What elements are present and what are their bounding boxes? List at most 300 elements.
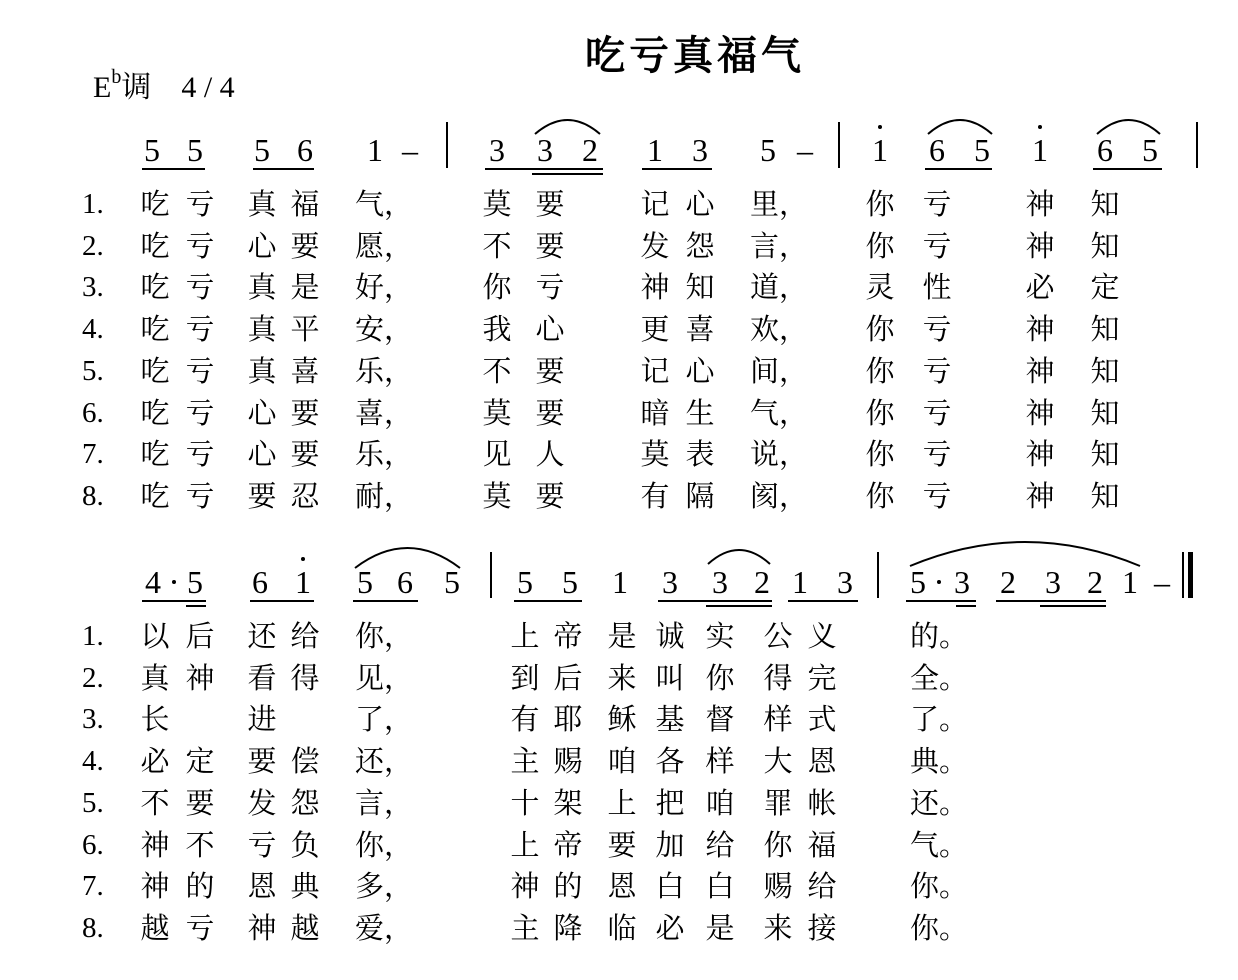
lyric-cell: 福 bbox=[807, 827, 837, 862]
lyric-cell: 你。 bbox=[910, 910, 969, 945]
lyric-cell: 义 bbox=[807, 619, 837, 653]
lyric-cell: 人 bbox=[535, 437, 565, 472]
lyric-cell: 亏 bbox=[185, 910, 215, 945]
lyric-cell: 神 bbox=[185, 660, 215, 695]
high-octave-dot bbox=[301, 557, 305, 561]
lyric-cell: 爱， bbox=[355, 910, 414, 945]
lyric-cell: 有 bbox=[640, 478, 670, 513]
lyric-cell: 要 bbox=[290, 228, 320, 263]
lyric-cell: 亏 bbox=[185, 353, 215, 388]
lyric-cell: 神 bbox=[1025, 312, 1055, 347]
note: 3 bbox=[954, 564, 970, 600]
lyric-cell: 了。 bbox=[910, 702, 969, 737]
lyric-cell: 亏 bbox=[922, 395, 952, 430]
lyric-cell: 完 bbox=[807, 660, 837, 695]
lyric-cell: 神 bbox=[640, 270, 670, 305]
lyric-cell: 怨 bbox=[290, 785, 320, 820]
lyric-cell: 言， bbox=[355, 785, 414, 820]
lyric-cell: 喜， bbox=[355, 395, 414, 430]
underline bbox=[353, 600, 418, 602]
note: 5 bbox=[187, 132, 203, 168]
lyric-cell: 还。 bbox=[910, 785, 969, 820]
note: 5 bbox=[517, 564, 533, 600]
lyric-cell: 吃 bbox=[140, 187, 170, 221]
lyric-cell: 你 bbox=[705, 660, 735, 695]
lyric-cell: 神 bbox=[1025, 437, 1055, 472]
lyric-cell: 你 bbox=[865, 478, 895, 513]
lyric-cell: 欢， bbox=[750, 312, 809, 347]
lyric-cell: 加 bbox=[655, 827, 685, 862]
lyric-cell: 到 bbox=[510, 660, 540, 695]
lyric-cell: 来 bbox=[763, 910, 793, 945]
lyric-cell: 十 bbox=[510, 785, 540, 820]
lyric-cell: 吃 bbox=[140, 270, 170, 305]
lyric-cell: 实 bbox=[705, 619, 735, 653]
lyric-cell: 亏 bbox=[922, 478, 952, 513]
lyric-cell: 隔 bbox=[685, 478, 715, 513]
lyric-cell: 道， bbox=[750, 270, 809, 305]
lyric-cell: 气， bbox=[750, 395, 809, 430]
lyric-cell: 降 bbox=[553, 910, 583, 945]
lyric-cell: 福 bbox=[290, 187, 320, 221]
lyric-cell: 后 bbox=[185, 619, 215, 653]
underline bbox=[142, 168, 205, 170]
final-barline-thin bbox=[1182, 552, 1184, 598]
note: 1 bbox=[872, 132, 888, 168]
underline bbox=[1093, 168, 1162, 170]
dot-rhythm bbox=[937, 580, 941, 584]
lyric-cell: 灵 bbox=[865, 270, 895, 305]
lyric-cell: 知 bbox=[1090, 187, 1120, 221]
lyric-cell: 愿， bbox=[355, 228, 414, 263]
lyric-cell: 知 bbox=[1090, 353, 1120, 388]
lyric-cell: 亏 bbox=[185, 437, 215, 472]
note: 3 bbox=[837, 564, 853, 600]
lyric-cell: 忍 bbox=[290, 478, 320, 513]
lyric-cell: 叫 bbox=[655, 660, 685, 695]
lyric-cell: 好， bbox=[355, 270, 414, 305]
verse-number: 6. bbox=[82, 828, 104, 861]
lyric-cell: 记 bbox=[640, 353, 670, 388]
underline bbox=[706, 605, 772, 607]
underline bbox=[1040, 605, 1106, 607]
lyric-cell: 赐 bbox=[553, 744, 583, 779]
lyric-cell: 上 bbox=[510, 827, 540, 862]
note: 5 bbox=[187, 564, 203, 600]
lyric-cell: 表 bbox=[685, 437, 715, 472]
key-signature bbox=[93, 62, 235, 106]
lyric-cell: 公 bbox=[763, 619, 793, 653]
lyric-cell: 莫 bbox=[482, 478, 512, 513]
lyric-cell: 的。 bbox=[910, 619, 969, 653]
note: – bbox=[402, 132, 418, 168]
lyric-cell: 帝 bbox=[553, 619, 583, 653]
lyric-cell: 典 bbox=[290, 869, 320, 904]
lyric-cell: 亏 bbox=[185, 478, 215, 513]
note: 6 bbox=[1097, 132, 1113, 168]
lyric-cell: 不 bbox=[185, 827, 215, 862]
underline bbox=[186, 605, 206, 607]
note: 1 bbox=[612, 564, 628, 600]
note: – bbox=[797, 132, 813, 168]
barline bbox=[1196, 122, 1198, 168]
note: 1 bbox=[295, 564, 311, 600]
slur bbox=[355, 548, 460, 568]
lyric-cell: 长 bbox=[140, 702, 170, 737]
note: 5 bbox=[1142, 132, 1158, 168]
lyric-cell: 气。 bbox=[910, 827, 969, 862]
lyric-cell: 要 bbox=[607, 827, 637, 862]
lyric-cell: 以 bbox=[140, 619, 170, 653]
lyric-cell: 真 bbox=[247, 353, 277, 388]
underline bbox=[906, 600, 976, 602]
lyric-cell: 亏 bbox=[185, 395, 215, 430]
lyric-cell: 亏 bbox=[185, 228, 215, 263]
lyric-cell: 说， bbox=[750, 437, 809, 472]
note: 1 bbox=[1122, 564, 1138, 600]
dot-rhythm bbox=[172, 580, 176, 584]
note: 5 bbox=[254, 132, 270, 168]
lyric-cell: 帐 bbox=[807, 785, 837, 820]
lyric-cell: 是 bbox=[290, 270, 320, 305]
verse-number: 1. bbox=[82, 620, 104, 652]
underline bbox=[142, 600, 206, 602]
verse-number: 1. bbox=[82, 188, 104, 220]
lyric-cell: 乐， bbox=[355, 353, 414, 388]
lyric-cell: 不 bbox=[140, 785, 170, 820]
lyric-cell: 喜 bbox=[290, 353, 320, 388]
note: 6 bbox=[929, 132, 945, 168]
note: 3 bbox=[662, 564, 678, 600]
lyric-cell: 要 bbox=[247, 744, 277, 779]
lyric-cell: 全。 bbox=[910, 660, 969, 695]
lyric-cell: 偿 bbox=[290, 744, 320, 779]
key-note: E bbox=[93, 71, 112, 104]
lyric-cell: 定 bbox=[1090, 270, 1120, 305]
lyric-cell: 神 bbox=[1025, 353, 1055, 388]
lyric-cell: 恩 bbox=[247, 869, 277, 904]
lyric-cell: 各 bbox=[655, 744, 685, 779]
lyric-cell: 临 bbox=[607, 910, 637, 945]
lyric-cell: 典。 bbox=[910, 744, 969, 779]
lyric-cell: 要 bbox=[290, 437, 320, 472]
underline bbox=[658, 600, 772, 602]
note: 2 bbox=[1087, 564, 1103, 600]
lyric-cell: 白 bbox=[705, 869, 735, 904]
lyric-cell: 气， bbox=[355, 187, 414, 221]
lyric-cell: 见 bbox=[482, 437, 512, 472]
note: 4 bbox=[145, 564, 161, 600]
note: – bbox=[1154, 564, 1170, 600]
underline bbox=[996, 600, 1106, 602]
verse-number: 4. bbox=[82, 745, 104, 778]
underline bbox=[956, 605, 976, 607]
lyric-cell: 亏 bbox=[535, 270, 565, 305]
note: 5 bbox=[910, 564, 926, 600]
lyric-cell: 要 bbox=[290, 395, 320, 430]
lyric-cell: 上 bbox=[510, 619, 540, 653]
note: 1 bbox=[367, 132, 383, 168]
high-octave-dot bbox=[878, 125, 882, 129]
lyric-cell: 知 bbox=[685, 270, 715, 305]
lyric-cell: 帝 bbox=[553, 827, 583, 862]
lyric-cell: 是 bbox=[607, 619, 637, 653]
lyric-cell: 你。 bbox=[910, 869, 969, 904]
lyric-cell: 进 bbox=[247, 702, 277, 737]
lyric-cell: 必 bbox=[1025, 270, 1055, 305]
lyric-cell: 神 bbox=[1025, 395, 1055, 430]
lyric-cell: 真 bbox=[247, 312, 277, 347]
lyric-cell: 还， bbox=[355, 744, 414, 779]
note: 3 bbox=[1045, 564, 1061, 600]
lyric-cell: 你， bbox=[355, 827, 414, 862]
verse-number: 5. bbox=[82, 786, 104, 819]
lyric-cell: 里， bbox=[750, 187, 809, 221]
lyric-cell: 记 bbox=[640, 187, 670, 221]
lyric-cell: 赐 bbox=[763, 869, 793, 904]
lyric-cell: 的 bbox=[553, 869, 583, 904]
lyric-cell: 神 bbox=[1025, 478, 1055, 513]
lyric-cell: 要 bbox=[535, 395, 565, 430]
lyric-cell: 心 bbox=[247, 228, 277, 263]
lyric-cell: 架 bbox=[553, 785, 583, 820]
note: 2 bbox=[582, 132, 598, 168]
lyric-cell: 是 bbox=[705, 910, 735, 945]
lyric-cell: 心 bbox=[685, 187, 715, 221]
lyric-cell: 大 bbox=[763, 744, 793, 779]
lyric-cell: 给 bbox=[290, 619, 320, 653]
verse-number: 7. bbox=[82, 438, 104, 471]
lyric-cell: 吃 bbox=[140, 478, 170, 513]
lyric-cell: 要 bbox=[535, 353, 565, 388]
lyric-cell: 真 bbox=[140, 660, 170, 695]
lyric-cell: 稣 bbox=[607, 702, 637, 737]
note: 5 bbox=[144, 132, 160, 168]
lyric-cell: 神 bbox=[510, 869, 540, 904]
slur bbox=[928, 120, 992, 134]
barline bbox=[490, 552, 492, 598]
underline bbox=[514, 600, 582, 602]
lyric-cell: 你 bbox=[865, 437, 895, 472]
lyric-cell: 要 bbox=[535, 187, 565, 221]
verse-number: 5. bbox=[82, 354, 104, 387]
lyric-cell: 亏 bbox=[922, 187, 952, 221]
lyric-cell: 要 bbox=[185, 785, 215, 820]
lyric-cell: 看 bbox=[247, 660, 277, 695]
lyric-cell: 得 bbox=[763, 660, 793, 695]
verse-number: 7. bbox=[82, 870, 104, 903]
underline bbox=[788, 600, 858, 602]
lyric-cell: 要 bbox=[247, 478, 277, 513]
lyric-cell: 喜 bbox=[685, 312, 715, 347]
lyric-cell: 诚 bbox=[655, 619, 685, 653]
lyric-cell: 主 bbox=[510, 744, 540, 779]
lyric-cell: 后 bbox=[553, 660, 583, 695]
lyric-cell: 心 bbox=[247, 437, 277, 472]
lyric-cell: 式 bbox=[807, 702, 837, 737]
lyric-cell: 亏 bbox=[922, 228, 952, 263]
lyric-cell: 亏 bbox=[922, 437, 952, 472]
lyric-cell: 怨 bbox=[685, 228, 715, 263]
lyric-cell: 要 bbox=[535, 228, 565, 263]
verse-number: 6. bbox=[82, 396, 104, 429]
note: 5 bbox=[760, 132, 776, 168]
lyric-cell: 暗 bbox=[640, 395, 670, 430]
high-octave-dot bbox=[1038, 125, 1042, 129]
lyric-cell: 基 bbox=[655, 702, 685, 737]
lyric-cell: 亏 bbox=[247, 827, 277, 862]
lyric-cell: 亏 bbox=[185, 270, 215, 305]
verse-number: 3. bbox=[82, 271, 104, 304]
lyric-cell: 平 bbox=[290, 312, 320, 347]
lyric-cell: 你 bbox=[865, 312, 895, 347]
lyric-cell: 吃 bbox=[140, 353, 170, 388]
lyric-cell: 神 bbox=[1025, 187, 1055, 221]
lyric-cell: 吃 bbox=[140, 228, 170, 263]
lyric-cell: 更 bbox=[640, 312, 670, 347]
lyric-cell: 把 bbox=[655, 785, 685, 820]
lyric-cell: 阂， bbox=[750, 478, 809, 513]
underline bbox=[253, 168, 314, 170]
lyric-cell: 心 bbox=[247, 395, 277, 430]
slur bbox=[708, 550, 770, 564]
lyric-cell: 知 bbox=[1090, 478, 1120, 513]
lyric-cell: 见， bbox=[355, 660, 414, 695]
verse-number: 2. bbox=[82, 229, 104, 262]
lyric-cell: 亏 bbox=[185, 187, 215, 221]
barline bbox=[877, 552, 879, 598]
underline bbox=[925, 168, 992, 170]
lyric-cell: 得 bbox=[290, 660, 320, 695]
lyric-cell: 督 bbox=[705, 702, 735, 737]
underline bbox=[532, 173, 603, 175]
lyric-cell: 必 bbox=[655, 910, 685, 945]
lyric-cell: 发 bbox=[640, 228, 670, 263]
note: 5 bbox=[444, 564, 460, 600]
verse-number: 8. bbox=[82, 479, 104, 512]
lyric-cell: 样 bbox=[763, 702, 793, 737]
lyric-cell: 生 bbox=[685, 395, 715, 430]
verse-number: 2. bbox=[82, 661, 104, 694]
lyric-cell: 亏 bbox=[922, 312, 952, 347]
note: 2 bbox=[754, 564, 770, 600]
lyric-cell: 还 bbox=[247, 619, 277, 653]
note: 5 bbox=[562, 564, 578, 600]
lyric-cell: 负 bbox=[290, 827, 320, 862]
lyric-cell: 上 bbox=[607, 785, 637, 820]
lyric-cell: 恩 bbox=[607, 869, 637, 904]
lyric-cell: 安， bbox=[355, 312, 414, 347]
lyric-cell: 多， bbox=[355, 869, 414, 904]
lyric-cell: 我 bbox=[482, 312, 512, 347]
barline bbox=[838, 122, 840, 168]
lyric-cell: 你 bbox=[865, 353, 895, 388]
lyric-cell: 样 bbox=[705, 744, 735, 779]
song-title: 吃亏真福气 bbox=[585, 33, 805, 79]
lyric-cell: 有 bbox=[510, 702, 540, 737]
lyric-cell: 耶 bbox=[553, 702, 583, 737]
lyric-cell: 给 bbox=[807, 869, 837, 904]
lyric-cell: 莫 bbox=[482, 187, 512, 221]
lyric-cell: 的 bbox=[185, 869, 215, 904]
key-accidental: b bbox=[111, 66, 122, 88]
lyric-cell: 来 bbox=[607, 660, 637, 695]
lyric-cell: 不 bbox=[482, 228, 512, 263]
lyric-cell: 要 bbox=[535, 478, 565, 513]
lyric-cell: 你 bbox=[482, 270, 512, 305]
lyric-cell: 咱 bbox=[705, 785, 735, 820]
lyric-cell: 恩 bbox=[807, 744, 837, 779]
lyric-cell: 知 bbox=[1090, 395, 1120, 430]
lyric-cell: 了， bbox=[355, 702, 414, 737]
lyric-cell: 越 bbox=[290, 910, 320, 945]
underline bbox=[250, 600, 314, 602]
lyric-cell: 你 bbox=[865, 395, 895, 430]
lyric-cell: 咱 bbox=[607, 744, 637, 779]
lyric-cell: 必 bbox=[140, 744, 170, 779]
lyric-cell: 定 bbox=[185, 744, 215, 779]
lyric-cell: 知 bbox=[1090, 437, 1120, 472]
verse-number: 3. bbox=[82, 703, 104, 736]
note: 1 bbox=[792, 564, 808, 600]
note: 3 bbox=[537, 132, 553, 168]
lyric-cell: 间， bbox=[750, 353, 809, 388]
underline bbox=[642, 168, 712, 170]
note: 6 bbox=[252, 564, 268, 600]
lyric-cell: 莫 bbox=[640, 437, 670, 472]
lyric-cell: 你 bbox=[763, 827, 793, 862]
lyric-cell: 发 bbox=[247, 785, 277, 820]
lyric-cell: 真 bbox=[247, 187, 277, 221]
lyric-cell: 你， bbox=[355, 619, 414, 653]
key-suffix: 调 bbox=[121, 71, 152, 104]
lyric-cell: 吃 bbox=[140, 312, 170, 347]
slur bbox=[1097, 120, 1160, 134]
lyric-cell: 给 bbox=[705, 827, 735, 862]
note: 1 bbox=[1032, 132, 1048, 168]
lyric-cell: 莫 bbox=[482, 395, 512, 430]
note: 6 bbox=[397, 564, 413, 600]
slur bbox=[535, 120, 600, 134]
lyric-cell: 你 bbox=[865, 187, 895, 221]
note: 2 bbox=[1000, 564, 1016, 600]
lyric-cell: 不 bbox=[482, 353, 512, 388]
barline bbox=[446, 122, 448, 168]
lyric-cell: 罪 bbox=[763, 785, 793, 820]
note: 5 bbox=[357, 564, 373, 600]
lyric-cell: 乐， bbox=[355, 437, 414, 472]
lyric-cell: 言， bbox=[750, 228, 809, 263]
time-signature: 4 / 4 bbox=[181, 71, 235, 104]
note: 5 bbox=[974, 132, 990, 168]
note: 3 bbox=[692, 132, 708, 168]
underline bbox=[485, 168, 603, 170]
lyric-cell: 白 bbox=[655, 869, 685, 904]
note: 3 bbox=[712, 564, 728, 600]
lyric-cell: 知 bbox=[1090, 228, 1120, 263]
lyric-cell: 真 bbox=[247, 270, 277, 305]
lyric-cell: 吃 bbox=[140, 437, 170, 472]
lyric-cell: 神 bbox=[247, 910, 277, 945]
slur bbox=[910, 542, 1140, 566]
final-barline-thick bbox=[1188, 552, 1193, 598]
note: 1 bbox=[647, 132, 663, 168]
lyric-cell: 亏 bbox=[185, 312, 215, 347]
lyric-cell: 你 bbox=[865, 228, 895, 263]
lyric-cell: 神 bbox=[1025, 228, 1055, 263]
lyric-cell: 神 bbox=[140, 827, 170, 862]
note: 6 bbox=[297, 132, 313, 168]
